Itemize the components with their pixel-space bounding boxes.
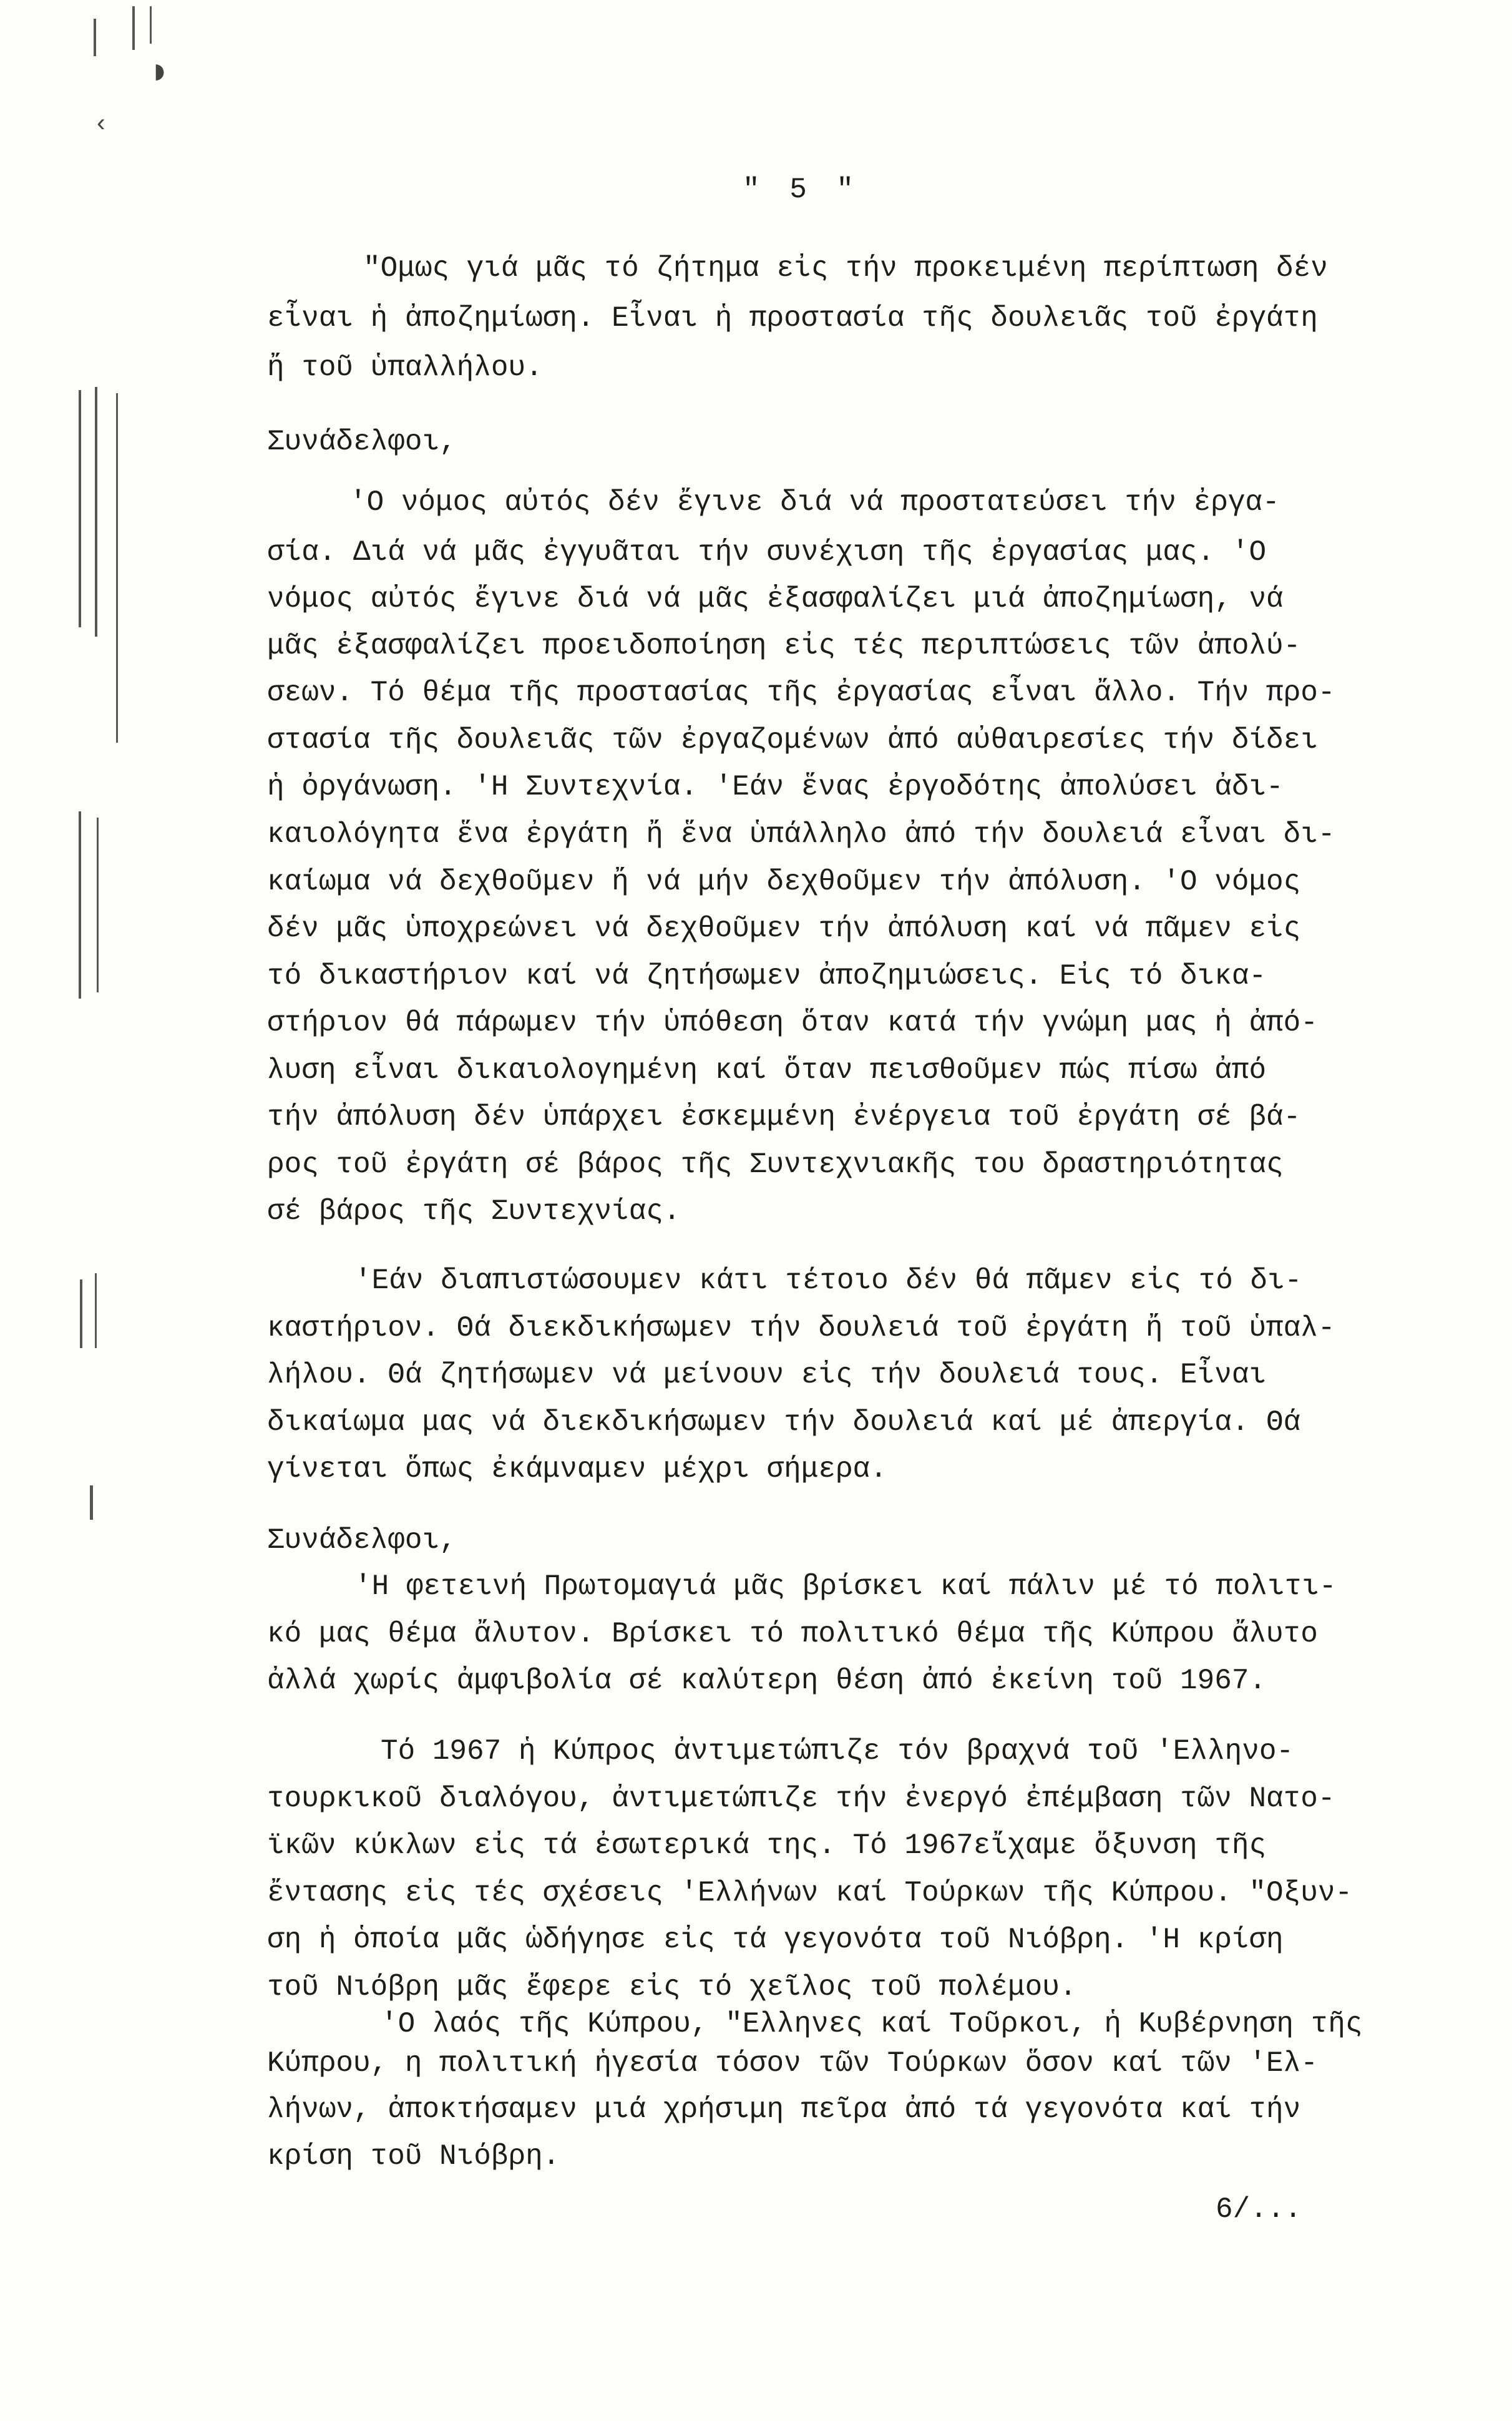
text-line: τοῦ Νιόβρη μᾶς ἔφερε εἰς τό χεῖλος τοῦ πολέμου. (267, 1971, 1077, 2003)
text-line: καστήριον. Θά διεκδικήσωμεν τήν δουλειά τοῦ ἐργάτη ἤ τοῦ ὑπαλ- (267, 1312, 1335, 1344)
text-line: νόμος αὐτός ἔγινε διά νά μᾶς ἐξασφαλίζει μιά ἀποζημίωση, νά (267, 583, 1284, 615)
text-line: τουρκικοῦ διαλόγου, ἀντιμετώπιζε τήν ἐνεργό ἐπέμβαση τῶν Νατο- (267, 1783, 1335, 1815)
text-line: λήνων, ἀποκτήσαμεν μιά χρήσιμη πεῖρα ἀπό τά γεγονότα καί τήν (267, 2093, 1301, 2126)
text-line: ϊκῶν κύκλων εἰς τά ἐσωτερικά της. Τό 1967εἴχαμε ὄξυνση τῆς (267, 1829, 1267, 1862)
text-line: ση ἡ ὁποία μᾶς ὡδήγησε εἰς τά γεγονότα τοῦ Νιόβρη. 'Η κρίση (267, 1924, 1284, 1956)
text-line: ρος τοῦ ἐργάτη σέ βάρος τῆς Συντεχνιακῆς του δραστηριότητας (267, 1148, 1284, 1181)
text-line: καίωμα νά δεχθοῦμεν ἤ νά μήν δεχθοῦμεν τήν ἀπόλυση. 'Ο νόμος (267, 866, 1301, 898)
text-line: Συνάδελφοι, (267, 1524, 457, 1557)
text-line: τό δικαστήριον καί νά ζητήσωμεν ἀποζημιώσεις. Εἰς τό δικα- (267, 960, 1267, 992)
text-line: 'Ο νόμος αὐτός δέν ἔγινε διά νά προστατεύσει τήν ἐργα- (349, 486, 1280, 519)
text-line: Κύπρου, η πολιτική ἡγεσία τόσον τῶν Τούρκων ὅσον καί τῶν 'Ελ- (267, 2047, 1318, 2080)
corner-mark: ‹ (94, 111, 109, 139)
text-line: γίνεται ὅπως ἐκάμναμεν μέχρι σήμερα. (267, 1453, 887, 1485)
text-line: μᾶς ἐξασφαλίζει προειδοποίηση εἰς τές περιπτώσεις τῶν ἀπολύ- (267, 630, 1301, 662)
text-line: τήν ἀπόλυση δέν ὑπάρχει ἐσκεμμένη ἐνέργεια τοῦ ἐργάτη σέ βά- (267, 1101, 1301, 1133)
text-line: στασία τῆς δουλειᾶς τῶν ἐργαζομένων ἀπό αὐθαιρεσίες τήν δίδει (267, 724, 1318, 756)
binding-hole-mark: ◗ (149, 52, 172, 95)
continuation-marker: 6/... (1216, 2193, 1302, 2226)
text-line: σεων. Τό θέμα τῆς προστασίας τῆς ἐργασίας εἶναι ἄλλο. Τήν προ- (267, 677, 1335, 709)
text-line: ἀλλά χωρίς ἀμφιβολία σέ καλύτερη θέση ἀπό ἐκείνη τοῦ 1967. (267, 1665, 1267, 1697)
text-line: δέν μᾶς ὑποχρεώνει νά δεχθοῦμεν τήν ἀπόλυση καί νά πᾶμεν εἰς (267, 912, 1301, 945)
text-line: στήριον θά πάρωμεν τήν ὑπόθεση ὅταν κατά τήν γνώμη μας ἡ ἀπό- (267, 1007, 1318, 1039)
text-line: 'Η φετεινή Πρωτομαγιά μᾶς βρίσκει καί πάλιν μέ τό πολιτι- (354, 1570, 1337, 1603)
text-line: λήλου. Θά ζητήσωμεν νά μείνουν εἰς τήν δουλειά τους. Εἶναι (267, 1359, 1267, 1391)
text-line: 'Ο λαός τῆς Κύπρου, "Ελληνες καί Τοῦρκοι, ἡ Κυβέρνηση τῆς (381, 2008, 1363, 2040)
text-line: σέ βάρος τῆς Συντεχνίας. (267, 1195, 681, 1228)
text-line: κό μας θέμα ἄλυτον. Βρίσκει τό πολιτικό θέμα τῆς Κύπρου ἄλυτο (267, 1618, 1318, 1650)
text-line: 'Εάν διαπιστώσουμεν κάτι τέτοιο δέν θά πᾶμεν εἰς τό δι- (354, 1264, 1302, 1297)
text-line: δικαίωμα μας νά διεκδικήσωμεν τήν δουλειά καί μέ ἀπεργία. Θά (267, 1406, 1301, 1439)
text-line: Τό 1967 ἡ Κύπρος ἀντιμετώπιζε τόν βραχνά τοῦ 'Ελληνο- (381, 1735, 1294, 1768)
text-line: "Ομως γιά μᾶς τό ζήτημα εἰς τήν προκειμένη περίπτωση δέν (363, 252, 1328, 285)
text-line: ἔντασης εἰς τές σχέσεις 'Ελλήνων καί Τούρκων τῆς Κύπρου. "Οξυν- (267, 1877, 1353, 1909)
text-line: καιολόγητα ἕνα ἐργάτη ἤ ἕνα ὑπάλληλο ἀπό τήν δουλειά εἶναι δι- (267, 818, 1335, 851)
text-line: κρίση τοῦ Νιόβρη. (267, 2140, 560, 2173)
text-line: λυση εἶναι δικαιολογημένη καί ὅταν πεισθοῦμεν πώς πίσω ἀπό (267, 1054, 1267, 1087)
text-line: ἤ τοῦ ὑπαλλήλου. (267, 351, 543, 384)
text-line: σία. Διά νά μᾶς ἐγγυᾶται τήν συνέχιση τῆς ἐργασίας μας. 'Ο (267, 536, 1267, 569)
text-line: εἶναι ἡ ἀποζημίωση. Εἶναι ἡ προστασία τῆς δουλειᾶς τοῦ ἐργάτη (267, 302, 1318, 335)
page-number: " 5 " (743, 174, 861, 206)
text-line: Συνάδελφοι, (267, 426, 457, 458)
text-line: ἡ ὀργάνωση. 'Η Συντεχνία. 'Εάν ἕνας ἐργοδότης ἀπολύσει ἀδι- (267, 771, 1284, 803)
